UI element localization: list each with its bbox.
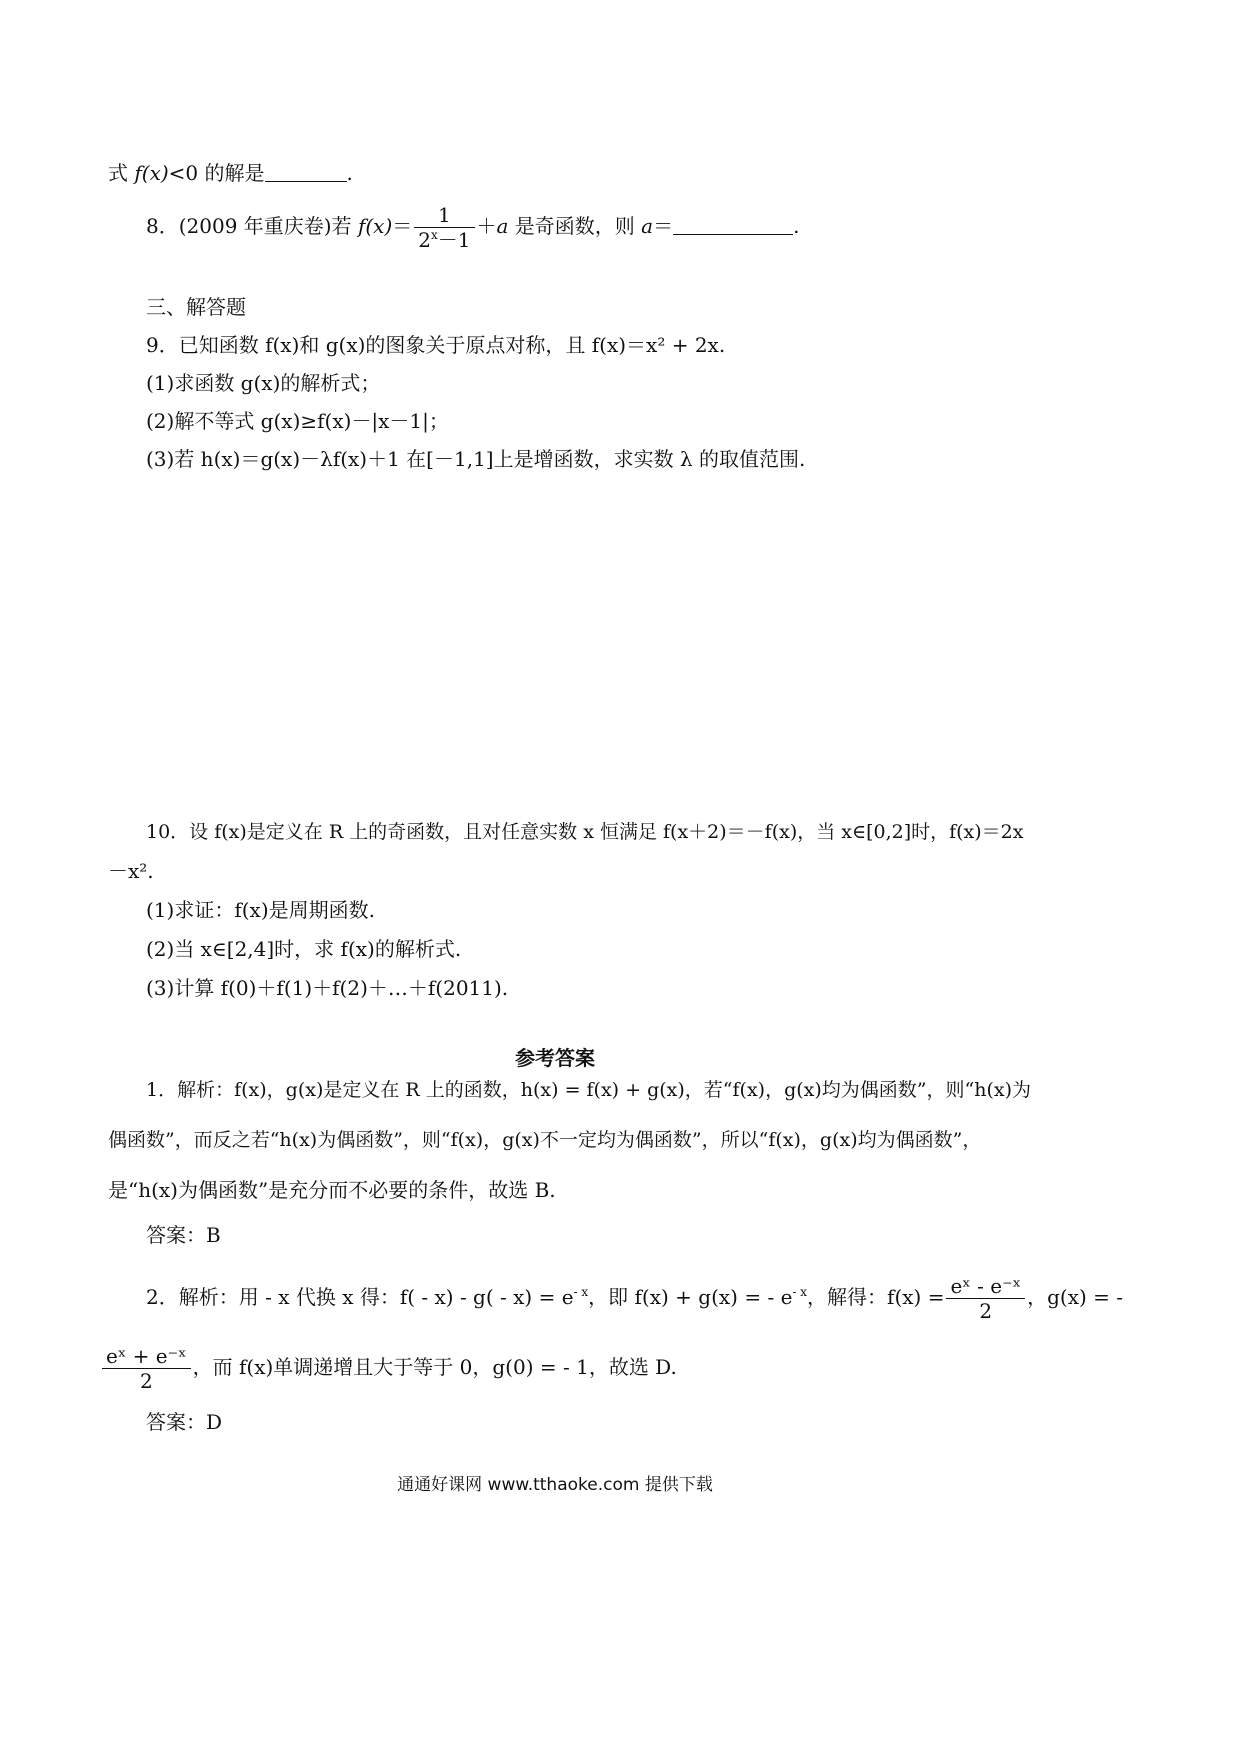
q8-plus: ＋ [476,214,497,238]
a2-l1-sup: - x [573,1285,589,1299]
q9-line-1: 9．已知函数 f(x)和 g(x)的图象关于原点对称，且 f(x)＝x² + 2x. [146,333,726,357]
q7-end: . [346,161,353,185]
q8-frac-numerator: 1 [414,203,474,228]
q8-answer-blank [673,216,793,235]
q8-mid: 是奇函数，则 [508,214,642,238]
q7-answer-blank [265,163,347,182]
q8-den-rest: －1 [437,228,471,252]
q10-line-5: (3)计算 f(0)＋f(1)＋f(2)＋…＋f(2011). [146,976,509,1000]
a2-l1-post: ，解得：f(x) = [807,1285,945,1309]
q8-den-base: 2 [418,228,431,252]
answer1-line-3: 是“h(x)为偶函数”是充分而不必要的条件，故选 B. [108,1178,556,1202]
q8-a: a [496,214,509,238]
q7-prefix: 式 [108,161,135,185]
answer2-line-1 [146,1272,1123,1323]
a2-frac2-den: 2 [139,1369,153,1393]
q8-end: . [793,214,800,238]
answer1-line-2: 偶函数”，而反之若“h(x)为偶函数”，则“f(x)，g(x)不一定均为偶函数”，所以“f(x)，g(x)均为偶函数”， [108,1129,982,1151]
answer1-line-1: 1．解析：f(x)，g(x)是定义在 R 上的函数，h(x) = f(x) + g(x)，若“f(x)，g(x)均为偶函数”，则“h(x)为 [146,1079,1031,1101]
q10-line-4: (2)当 x∈[2,4]时，求 f(x)的解析式. [146,937,462,961]
q8-eq2: ＝ [653,214,674,238]
q9-line-3: (2)解不等式 g(x)≥f(x)－|x－1|； [146,409,449,433]
q7-fx: f(x) [134,161,169,185]
a2-frac2-num: eˣ + e⁻ˣ [102,1344,191,1369]
answers-title: 参考答案 [515,1046,595,1070]
section3-title: 三、解答题 [146,295,246,319]
a2-fraction-2 [102,1344,191,1393]
q8-eq: ＝ [392,214,413,238]
q8-prefix: 8．(2009 年重庆卷)若 [146,214,358,238]
q10-line-3: (1)求证：f(x)是周期函数. [146,898,375,922]
a2-frac1-num: eˣ - e⁻ˣ [946,1274,1025,1299]
a2-l1-end: ，g(x) = - [1027,1285,1124,1309]
q10-line-2: －x². [108,859,154,883]
a2-l1-mid: ，即 f(x) + g(x) = - e [588,1285,793,1309]
a2-fraction-1 [946,1274,1025,1323]
q8-den-sup: x [430,228,438,242]
a2-frac1-den: 2 [979,1299,993,1323]
q9-line-4: (3)若 h(x)＝g(x)－λf(x)＋1 在[－1,1]上是增函数，求实数 λ 的取值范围. [146,447,806,471]
a2-l2-post: ，而 f(x)单调递增且大于等于 0，g(0) = - 1，故选 D. [192,1355,677,1379]
q8-fx: f(x) [357,214,393,238]
a2-l1-pre: 2．解析：用 - x 代换 x 得：f( - x) - g( - x) = e [146,1285,574,1309]
q7-tail-line [108,160,353,186]
q8-fraction [414,203,474,252]
q7-rest: <0 的解是 [168,161,265,185]
page-footer: 通通好课网 www.tthaoke.com 提供下载 [397,1475,713,1495]
answer1-ans: 答案：B [146,1223,221,1247]
q8-frac-denominator [414,228,474,252]
q8-a2: a [641,214,654,238]
a2-l1-sup2: - x [792,1285,808,1299]
q8-line [146,202,799,252]
q9-line-2: (1)求函数 g(x)的解析式； [146,371,381,395]
q10-line-1: 10．设 f(x)是定义在 R 上的奇函数，且对任意实数 x 恒满足 f(x＋2)＝－f(x)，当 x∈[0,2]时，f(x)＝2x [146,821,1024,843]
answer2-ans: 答案：D [146,1410,223,1434]
answer2-line-2 [100,1342,677,1393]
